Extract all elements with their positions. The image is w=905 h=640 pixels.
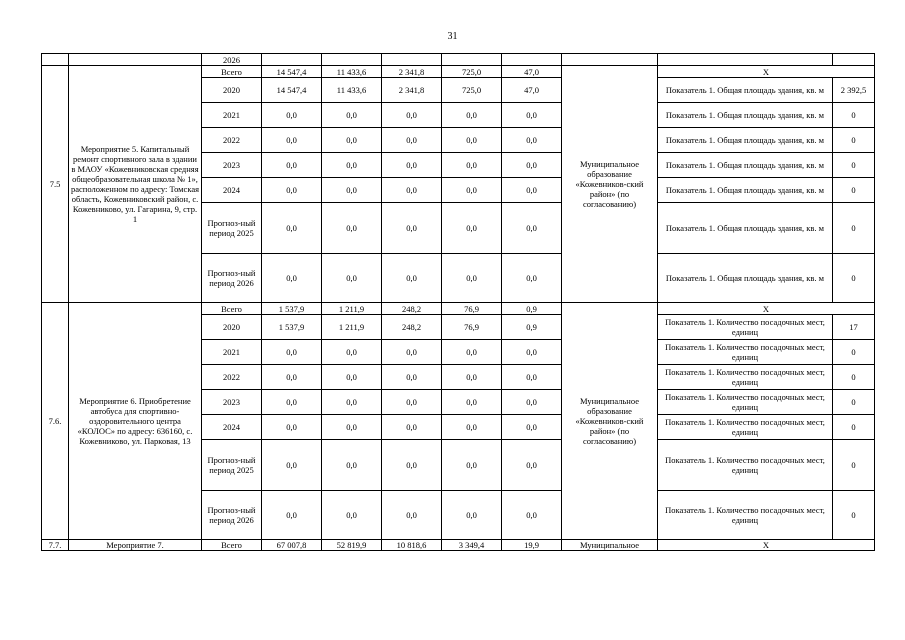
cell-year: Всего xyxy=(202,540,262,551)
cell-amount-c3: 0,0 xyxy=(382,254,442,303)
cell-indicator: Показатель 1. Общая площадь здания, кв. м xyxy=(658,203,833,254)
cell-indicator: Показатель 1. Количество посадочных мест, единиц xyxy=(658,491,833,540)
cell-amount-c1: 0,0 xyxy=(262,415,322,440)
cell-indicator-value: 0 xyxy=(833,390,875,415)
cell-amount-c3: 0,0 xyxy=(382,440,442,491)
cell-indicator-x: Х xyxy=(658,66,875,78)
cell-amount-c4: 0,0 xyxy=(442,203,502,254)
cell-indicator-value: 0 xyxy=(833,128,875,153)
cell-amount-c4: 0,0 xyxy=(442,254,502,303)
cell-year: 2021 xyxy=(202,103,262,128)
cell-indicator: Показатель 1. Количество посадочных мест, единиц xyxy=(658,415,833,440)
table-row xyxy=(42,66,875,78)
cell-indicator-value: 2 392,5 xyxy=(833,78,875,103)
cell-amount xyxy=(382,54,442,66)
cell-indicator xyxy=(658,54,833,66)
cell-amount-c3: 0,0 xyxy=(382,103,442,128)
cell-indicator-value: 0 xyxy=(833,103,875,128)
cell-amount-c2: 0,0 xyxy=(322,390,382,415)
cell-amount-c2: 0,0 xyxy=(322,365,382,390)
cell-amount-c3: 248,2 xyxy=(382,303,442,315)
cell-indicator-x: Х xyxy=(658,303,875,315)
cell-amount-c5: 47,0 xyxy=(502,78,562,103)
cell-indicator-value: 0 xyxy=(833,415,875,440)
cell-indicator: Показатель 1. Количество посадочных мест, единиц xyxy=(658,440,833,491)
table-row xyxy=(42,303,875,315)
cell-amount-c3: 2 341,8 xyxy=(382,66,442,78)
cell-amount-c5: 47,0 xyxy=(502,66,562,78)
cell-year: 2024 xyxy=(202,415,262,440)
cell-amount-c2: 0,0 xyxy=(322,440,382,491)
cell-name xyxy=(69,54,202,66)
cell-indicator-value: 0 xyxy=(833,203,875,254)
cell-year: Прогноз-ный период 2025 xyxy=(202,440,262,491)
cell-value xyxy=(833,54,875,66)
cell-year: Всего xyxy=(202,66,262,78)
cell-year: Прогноз-ный период 2026 xyxy=(202,254,262,303)
cell-amount-c4: 0,0 xyxy=(442,340,502,365)
cell-amount-c3: 2 341,8 xyxy=(382,78,442,103)
cell-amount-c4: 0,0 xyxy=(442,440,502,491)
cell-indicator: Показатель 1. Общая площадь здания, кв. м xyxy=(658,128,833,153)
cell-amount-c1: 67 007,8 xyxy=(262,540,322,551)
cell-amount xyxy=(442,54,502,66)
cell-amount-c4: 0,0 xyxy=(442,153,502,178)
cell-amount-c1: 0,0 xyxy=(262,153,322,178)
cell-indicator: Показатель 1. Общая площадь здания, кв. м xyxy=(658,254,833,303)
cell-indicator: Показатель 1. Общая площадь здания, кв. м xyxy=(658,153,833,178)
cell-indicator: Показатель 1. Количество посадочных мест, единиц xyxy=(658,315,833,340)
measure-name: Мероприятие 7. xyxy=(69,540,202,551)
cell-amount-c4: 76,9 xyxy=(442,303,502,315)
cell-amount-c5: 0,0 xyxy=(502,103,562,128)
cell-indicator-value: 0 xyxy=(833,491,875,540)
cell-amount-c2: 1 211,9 xyxy=(322,315,382,340)
cell-year: Всего xyxy=(202,303,262,315)
cell-year: 2022 xyxy=(202,365,262,390)
cell-indicator-value: 0 xyxy=(833,153,875,178)
cell-amount-c3: 10 818,6 xyxy=(382,540,442,551)
cell-indicator-value: 0 xyxy=(833,340,875,365)
cell-year: 2026 xyxy=(202,54,262,66)
cell-amount-c2: 0,0 xyxy=(322,254,382,303)
cell-amount-c2: 52 819,9 xyxy=(322,540,382,551)
cell-indicator: Показатель 1. Общая площадь здания, кв. м xyxy=(658,78,833,103)
table-row xyxy=(42,540,875,551)
cell-amount-c4: 0,0 xyxy=(442,128,502,153)
cell-amount-c1: 0,0 xyxy=(262,254,322,303)
cell-indicator-value: 0 xyxy=(833,178,875,203)
cell-year: 2022 xyxy=(202,128,262,153)
cell-amount-c1: 0,0 xyxy=(262,491,322,540)
cell-amount-c5: 0,9 xyxy=(502,315,562,340)
cell-amount-c1: 0,0 xyxy=(262,103,322,128)
continuation-row xyxy=(42,54,875,66)
cell-amount-c4: 0,0 xyxy=(442,178,502,203)
cell-year: 2020 xyxy=(202,315,262,340)
cell-indicator: Показатель 1. Количество посадочных мест, единиц xyxy=(658,340,833,365)
cell-amount xyxy=(262,54,322,66)
cell-amount-c4: 0,0 xyxy=(442,103,502,128)
cell-amount-c1: 0,0 xyxy=(262,178,322,203)
cell-amount-c5: 0,0 xyxy=(502,365,562,390)
cell-amount-c1: 0,0 xyxy=(262,440,322,491)
cell-amount-c3: 0,0 xyxy=(382,390,442,415)
measure-number: 7.7. xyxy=(42,540,69,551)
cell-amount-c2: 11 433,6 xyxy=(322,66,382,78)
cell-amount-c5: 0,0 xyxy=(502,491,562,540)
cell-indicator: Показатель 1. Общая площадь здания, кв. м xyxy=(658,178,833,203)
cell-amount-c2: 0,0 xyxy=(322,178,382,203)
measure-number: 7.5 xyxy=(42,66,69,303)
cell-year: 2020 xyxy=(202,78,262,103)
cell-amount-c3: 0,0 xyxy=(382,365,442,390)
cell-amount-c2: 0,0 xyxy=(322,203,382,254)
cell-indicator-value: 17 xyxy=(833,315,875,340)
cell-indicator: Показатель 1. Количество посадочных мест, единиц xyxy=(658,365,833,390)
cell-executor xyxy=(562,54,658,66)
cell-amount-c1: 0,0 xyxy=(262,365,322,390)
cell-amount-c1: 14 547,4 xyxy=(262,66,322,78)
cell-amount xyxy=(502,54,562,66)
cell-amount-c4: 725,0 xyxy=(442,66,502,78)
cell-year: Прогноз-ный период 2025 xyxy=(202,203,262,254)
cell-amount-c4: 76,9 xyxy=(442,315,502,340)
cell-amount-c5: 0,0 xyxy=(502,340,562,365)
cell-amount-c2: 0,0 xyxy=(322,128,382,153)
program-table xyxy=(41,53,875,551)
cell-year: 2021 xyxy=(202,340,262,365)
cell-amount-c5: 0,0 xyxy=(502,440,562,491)
cell-amount-c3: 0,0 xyxy=(382,153,442,178)
cell-num xyxy=(42,54,69,66)
measure-executor: Муниципальное xyxy=(562,540,658,551)
cell-amount-c1: 0,0 xyxy=(262,390,322,415)
cell-indicator-x: Х xyxy=(658,540,875,551)
cell-amount-c5: 0,0 xyxy=(502,178,562,203)
cell-amount-c2: 0,0 xyxy=(322,491,382,540)
cell-year: 2023 xyxy=(202,390,262,415)
cell-amount-c5: 0,0 xyxy=(502,128,562,153)
cell-amount-c1: 14 547,4 xyxy=(262,78,322,103)
cell-amount xyxy=(322,54,382,66)
cell-amount-c3: 0,0 xyxy=(382,415,442,440)
cell-amount-c3: 0,0 xyxy=(382,491,442,540)
cell-amount-c3: 0,0 xyxy=(382,178,442,203)
cell-amount-c4: 725,0 xyxy=(442,78,502,103)
cell-indicator-value: 0 xyxy=(833,440,875,491)
page-number: 31 xyxy=(447,31,458,42)
cell-amount-c4: 0,0 xyxy=(442,415,502,440)
cell-amount-c5: 0,0 xyxy=(502,390,562,415)
measure-executor: Муниципальное образование «Кожевников-ский район» (по согласованию) xyxy=(562,66,658,303)
cell-amount-c5: 0,0 xyxy=(502,153,562,178)
cell-amount-c1: 0,0 xyxy=(262,203,322,254)
cell-amount-c1: 0,0 xyxy=(262,128,322,153)
cell-amount-c5: 0,0 xyxy=(502,203,562,254)
cell-amount-c2: 1 211,9 xyxy=(322,303,382,315)
cell-amount-c2: 11 433,6 xyxy=(322,78,382,103)
cell-indicator-value: 0 xyxy=(833,254,875,303)
cell-indicator: Показатель 1. Количество посадочных мест, единиц xyxy=(658,390,833,415)
cell-amount-c5: 19,9 xyxy=(502,540,562,551)
measure-number: 7.6. xyxy=(42,303,69,540)
cell-amount-c4: 3 349,4 xyxy=(442,540,502,551)
cell-amount-c5: 0,0 xyxy=(502,415,562,440)
cell-amount-c5: 0,9 xyxy=(502,303,562,315)
cell-amount-c3: 248,2 xyxy=(382,315,442,340)
cell-amount-c3: 0,0 xyxy=(382,128,442,153)
cell-amount-c2: 0,0 xyxy=(322,340,382,365)
measure-name: Мероприятие 6. Приобретение автобуса для спортивно-оздоровительного центра «КОЛОС» по адресу: 636160, с. Кожевниково, ул. Парковая, 13 xyxy=(69,303,202,540)
measure-name: Мероприятие 5. Капитальный ремонт спортивного зала в здании в МАОУ «Кожевниковская средняя общеобразовательная школа № 1», расположенном по адресу: Томская область, Кожевниковский район, с. Кожевниково, ул. Гагарина, 9, стр. 1 xyxy=(69,66,202,303)
cell-amount-c3: 0,0 xyxy=(382,340,442,365)
cell-year: 2023 xyxy=(202,153,262,178)
cell-amount-c1: 0,0 xyxy=(262,340,322,365)
cell-indicator-value: 0 xyxy=(833,365,875,390)
cell-year: 2024 xyxy=(202,178,262,203)
cell-amount-c5: 0,0 xyxy=(502,254,562,303)
cell-amount-c3: 0,0 xyxy=(382,203,442,254)
cell-amount-c2: 0,0 xyxy=(322,103,382,128)
cell-amount-c4: 0,0 xyxy=(442,491,502,540)
cell-year: Прогноз-ный период 2026 xyxy=(202,491,262,540)
cell-indicator: Показатель 1. Общая площадь здания, кв. м xyxy=(658,103,833,128)
cell-amount-c2: 0,0 xyxy=(322,415,382,440)
cell-amount-c2: 0,0 xyxy=(322,153,382,178)
cell-amount-c4: 0,0 xyxy=(442,365,502,390)
cell-amount-c1: 1 537,9 xyxy=(262,315,322,340)
measure-executor: Муниципальное образование «Кожевников-ский район» (по согласованию) xyxy=(562,303,658,540)
cell-amount-c1: 1 537,9 xyxy=(262,303,322,315)
cell-amount-c4: 0,0 xyxy=(442,390,502,415)
